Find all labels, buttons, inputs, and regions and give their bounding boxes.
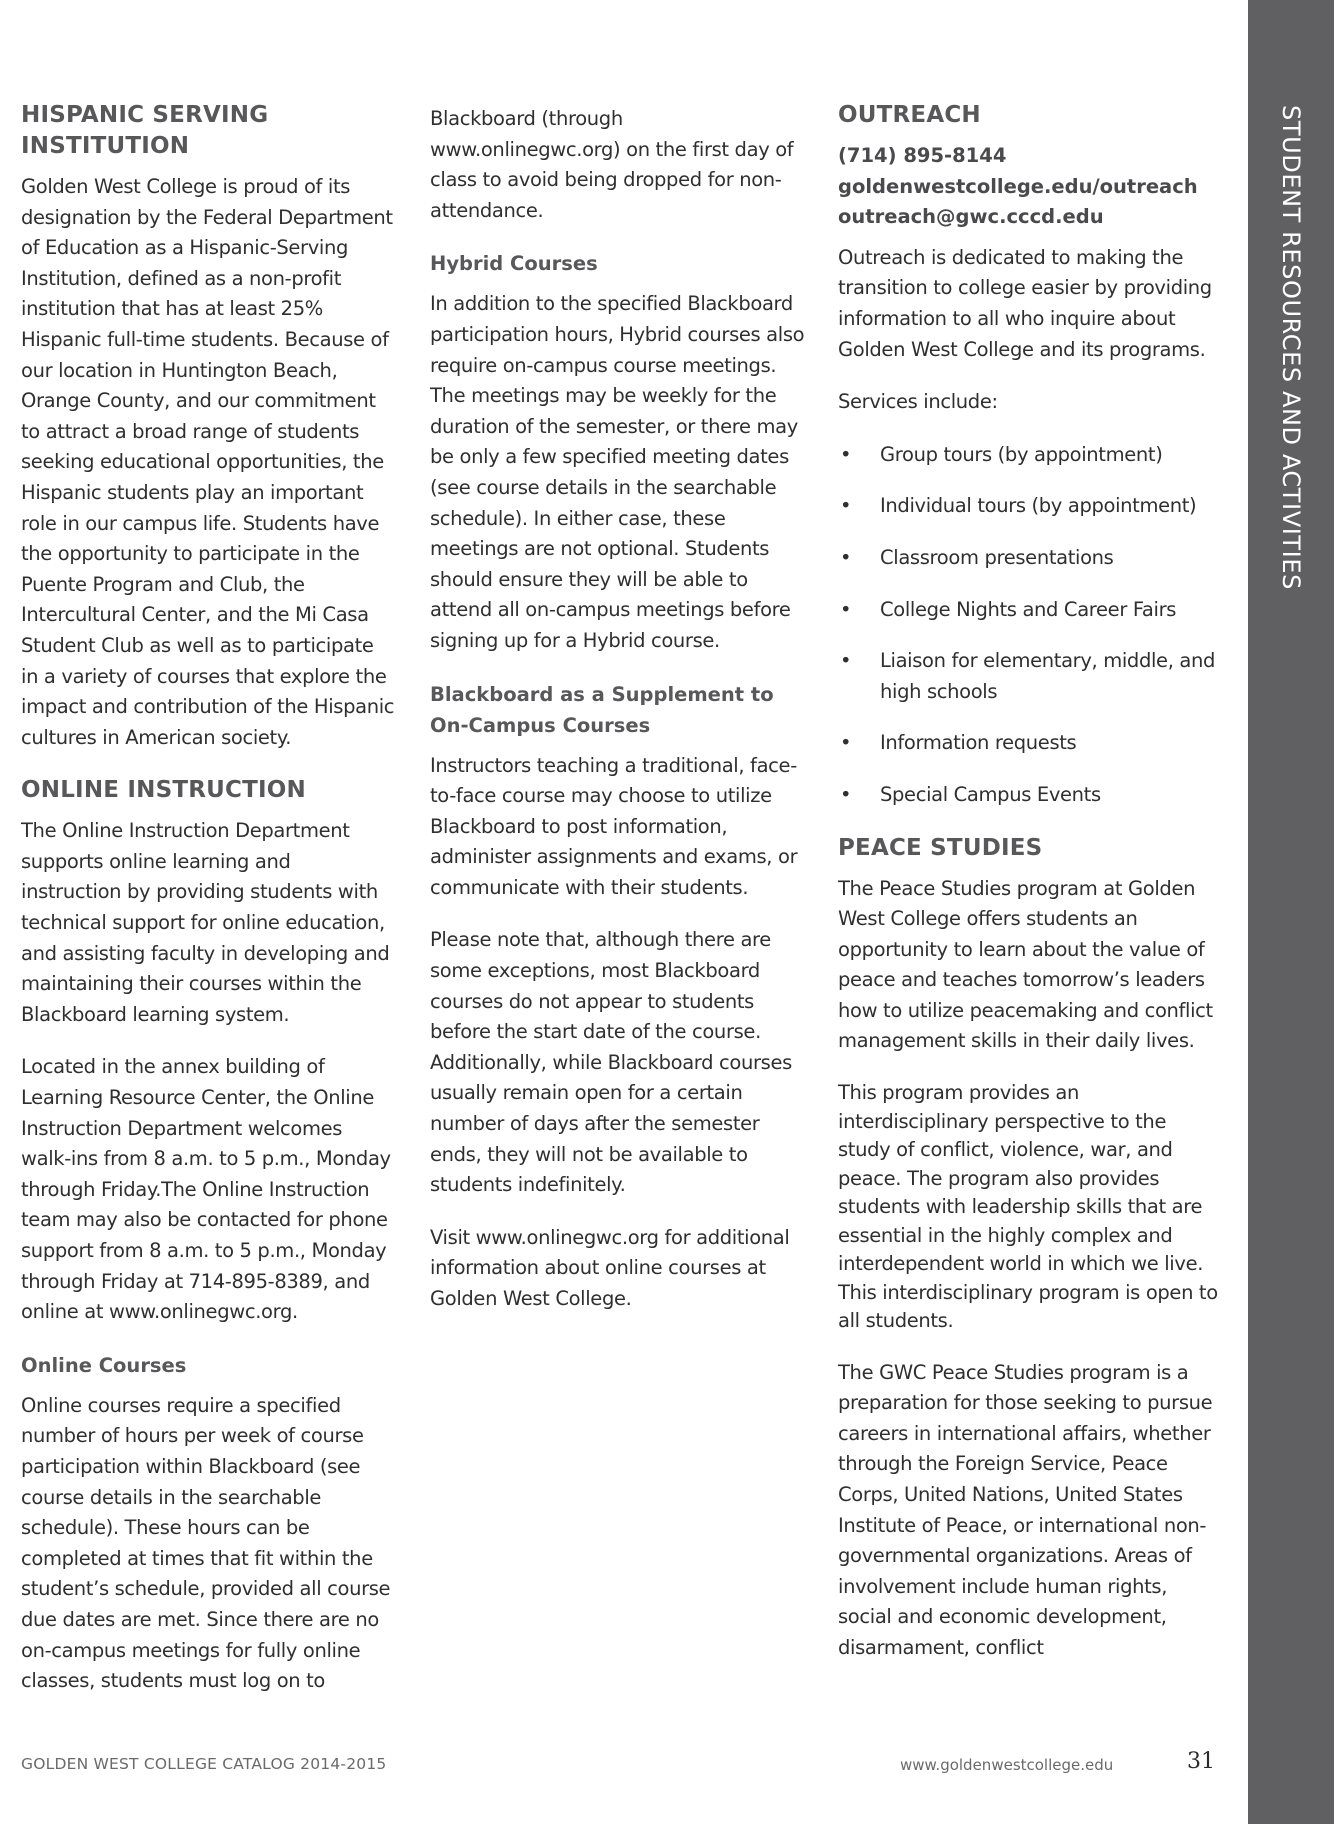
bullet-icon: • xyxy=(840,545,852,569)
list-item: • Individual tours (by appointment) xyxy=(838,491,1220,522)
paragraph-visit: Visit www.onlinegwc.org for additional information about online courses at Golden West College. xyxy=(430,1225,790,1310)
heading-online-instruction: ONLINE INSTRUCTION xyxy=(21,777,306,804)
paragraph-blackboard-continued: Blackboard (through www.onlinegwc.org) on the first day of class to avoid being dropped for non-attendance. xyxy=(430,107,794,222)
footer-catalog-title: GOLDEN WEST COLLEGE CATALOG 2014-2015 xyxy=(21,1755,387,1773)
list-item: • College Nights and Career Fairs xyxy=(838,595,1220,626)
bullet-icon: • xyxy=(840,731,852,755)
list-item: • Group tours (by appointment) xyxy=(838,440,1220,471)
outreach-phone: (714) 895-8144 xyxy=(838,144,1007,167)
paragraph-online-courses: Online courses require a specified number of hours per week of course participation within Blackboard (see course details in the searchable schedule). These hours can be completed at times that fit within the student’s schedule, provided all course due dates are met. Since there are no on-campus meetings for fully online classes, students must log on to xyxy=(21,1393,391,1693)
heading-outreach: OUTREACH xyxy=(838,102,981,128)
paragraph-supplement-2: Please note that, although there are some exceptions, most Blackboard courses do not appear to students before the start date of the course. Additionally, while Blackboard courses usually remain open for a certain number of days after the semester ends, they will not be available to students indefinitely. xyxy=(430,928,792,1197)
bullet-icon: • xyxy=(840,494,852,518)
list-item: • Liaison for elementary, middle, and high schools xyxy=(838,646,1220,707)
paragraph-online-1: The Online Instruction Department supports online learning and instruction by providing students with technical support for online education, and assisting faculty in developing and maintaining their courses within the Blackboard learning system. xyxy=(21,819,390,1026)
outreach-contact xyxy=(838,141,1220,233)
sidebar-title: STUDENT RESOURCES AND ACTIVITIES xyxy=(1277,105,1305,590)
list-item: • Classroom presentations xyxy=(838,543,1220,574)
heading-peace-studies: PEACE STUDIES xyxy=(838,834,1043,861)
bullet-icon: • xyxy=(840,782,852,806)
column-left xyxy=(21,100,396,1719)
bullet-icon: • xyxy=(840,649,852,673)
paragraph-online-2: Located in the annex building of Learning Resource Center, the Online Instruction Department welcomes walk-ins from 8 a.m. to 5 p.m., Monday through Friday.The Online Instruction team may also be contacted for phone support from 8 a.m. to 5 p.m., Monday through Friday at 714-895-8389, and online at www.onlinegwc.org. xyxy=(21,1055,391,1324)
paragraph-outreach: Outreach is dedicated to making the transition to college easier by providing information to all who inquire about Golden West College and its programs. xyxy=(838,245,1212,361)
heading-blackboard-supplement: Blackboard as a Supplement to On-Campus Courses xyxy=(430,682,774,737)
footer-website-link[interactable]: www.goldenwestcollege.edu xyxy=(900,1756,1114,1774)
paragraph-peace-1: The Peace Studies program at Golden West College offers students an opportunity to learn about the value of peace and teaches tomorrow’s leaders how to utilize peacemaking and conflict management skills in their daily lives. xyxy=(838,876,1213,1053)
bullet-icon: • xyxy=(840,442,852,466)
column-middle xyxy=(430,100,812,1337)
services-list xyxy=(838,440,1220,811)
heading-hispanic-serving-institution: HISPANIC SERVING INSTITUTION xyxy=(21,102,269,159)
paragraph-hsi: Golden West College is proud of its designation by the Federal Department of Education as a Hispanic-Serving Institution, defined as a non-profit institution that has at least 25% Hispanic full-time students. Because of our location in Huntington Beach, Orange County, and our commitment to attract a broad range of students seeking educational opportunities, the Hispanic students play an important role in our campus life. Students have the opportunity to participate in the Puente Program and Club, the Intercultural Center, and the Mi Casa Student Club as well as to participate in a variety of courses that explore the impact and contribution of the Hispanic cultures in American society. xyxy=(21,175,395,749)
list-item: • Information requests xyxy=(838,728,1220,759)
paragraph-services-intro: Services include: xyxy=(838,390,998,414)
heading-online-courses: Online Courses xyxy=(21,1353,187,1377)
paragraph-peace-3: The GWC Peace Studies program is a preparation for those seeking to pursue careers in international affairs, whether through the Foreign Service, Peace Corps, United Nations, United States Institute of Peace, or international non-governmental organizations. Areas of involvement include human rights, social and economic development, disarmament, conflict xyxy=(838,1360,1213,1659)
page-number: 31 xyxy=(1187,1749,1215,1774)
column-right xyxy=(838,100,1220,1686)
heading-hybrid-courses: Hybrid Courses xyxy=(430,252,598,276)
outreach-web: goldenwestcollege.edu/outreach xyxy=(838,174,1198,198)
outreach-email: outreach@gwc.cccd.edu xyxy=(838,205,1104,229)
paragraph-peace-2: This program provides an interdisciplinary perspective to the study of conflict, violence, war, and peace. The program also provides students with leadership skills that are essential in the highly complex and interdependent world in which we live. This interdisciplinary program is open to all students. xyxy=(838,1081,1218,1333)
paragraph-supplement-1: Instructors teaching a traditional, face-to-face course may choose to utilize Blackboard to post information, administer assignments and exams, or communicate with their students. xyxy=(430,753,798,899)
list-item: • Special Campus Events xyxy=(838,780,1220,811)
paragraph-hybrid: In addition to the specified Blackboard participation hours, Hybrid courses also require on-campus course meetings. The meetings may be weekly for the duration of the semester, or there may be only a few specified meeting dates (see course details in the searchable schedule). In either case, these meetings are not optional. Students should ensure they will be able to attend all on-campus meetings before signing up for a Hybrid course. xyxy=(430,292,805,652)
bullet-icon: • xyxy=(840,597,852,621)
